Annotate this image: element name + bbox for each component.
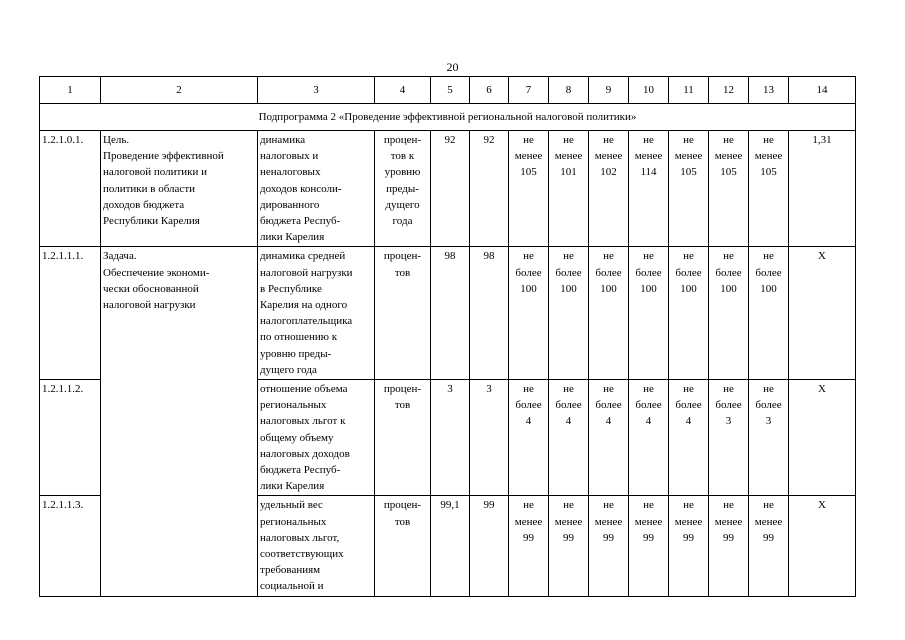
value-cell: не более 100 xyxy=(749,247,789,380)
value-cell: не более 4 xyxy=(629,380,669,496)
unit-cell: процен- тов xyxy=(375,496,431,596)
value-cell: не более 4 xyxy=(549,380,589,496)
value-cell: не более 100 xyxy=(629,247,669,380)
indicator-cell: динамика средней налоговой нагрузки в Республике Карелия на одного налогоплательщика по отношению к уровню преды- дущего года xyxy=(258,247,375,380)
value-cell: X xyxy=(789,247,856,380)
value-cell: не менее 105 xyxy=(709,131,749,247)
value-cell: не менее 99 xyxy=(509,496,549,596)
indicator-cell: динамика налоговых и неналоговых доходов консоли- дированного бюджета Респуб- лики Карелия xyxy=(258,131,375,247)
value-cell: не более 4 xyxy=(589,380,629,496)
indicator-cell: отношение объема региональных налоговых льгот к общему объему налоговых доходов бюджета Респуб- лики Карелия xyxy=(258,380,375,496)
goal-cell: Задача. Обеспечение экономи- чески обоснованной налоговой нагрузки xyxy=(101,247,258,596)
value-cell: не более 4 xyxy=(509,380,549,496)
value-cell: не менее 105 xyxy=(749,131,789,247)
value-cell: не более 100 xyxy=(549,247,589,380)
row-id: 1.2.1.0.1. xyxy=(40,131,101,247)
column-number: 2 xyxy=(101,77,258,104)
value-cell: не менее 99 xyxy=(749,496,789,596)
column-number: 4 xyxy=(375,77,431,104)
value-cell: не более 100 xyxy=(669,247,709,380)
subprogram-row xyxy=(40,104,856,131)
value-cell: не менее 105 xyxy=(509,131,549,247)
column-number: 3 xyxy=(258,77,375,104)
column-number: 7 xyxy=(509,77,549,104)
value-cell: не более 3 xyxy=(709,380,749,496)
indicator-cell: удельный вес региональных налоговых льгот, соответствующих требованиям социальной и xyxy=(258,496,375,596)
value-cell: 92 xyxy=(470,131,509,247)
value-cell: не менее 99 xyxy=(669,496,709,596)
column-number: 13 xyxy=(749,77,789,104)
table-row xyxy=(40,247,856,380)
column-number-row xyxy=(40,77,856,104)
value-cell: 3 xyxy=(470,380,509,496)
value-cell: 99 xyxy=(470,496,509,596)
row-id: 1.2.1.1.1. xyxy=(40,247,101,380)
column-number: 11 xyxy=(669,77,709,104)
table-row xyxy=(40,131,856,247)
value-cell: не менее 99 xyxy=(549,496,589,596)
value-cell: 99,1 xyxy=(431,496,470,596)
value-cell: не более 4 xyxy=(669,380,709,496)
value-cell: не менее 102 xyxy=(589,131,629,247)
value-cell: X xyxy=(789,496,856,596)
value-cell: не менее 99 xyxy=(629,496,669,596)
column-number: 10 xyxy=(629,77,669,104)
row-id: 1.2.1.1.2. xyxy=(40,380,101,496)
value-cell: 3 xyxy=(431,380,470,496)
value-cell: не менее 105 xyxy=(669,131,709,247)
unit-cell: процен- тов к уровню преды- дущего года xyxy=(375,131,431,247)
value-cell: не менее 99 xyxy=(709,496,749,596)
column-number: 6 xyxy=(470,77,509,104)
unit-cell: процен- тов xyxy=(375,380,431,496)
value-cell: 98 xyxy=(431,247,470,380)
page-number: 20 xyxy=(446,60,459,74)
unit-cell: процен- тов xyxy=(375,247,431,380)
row-id: 1.2.1.1.3. xyxy=(40,496,101,596)
value-cell: 1,31 xyxy=(789,131,856,247)
column-number: 14 xyxy=(789,77,856,104)
value-cell: не менее 114 xyxy=(629,131,669,247)
value-cell: не более 100 xyxy=(709,247,749,380)
value-cell: не более 3 xyxy=(749,380,789,496)
column-number: 5 xyxy=(431,77,470,104)
column-number: 9 xyxy=(589,77,629,104)
goal-cell: Цель. Проведение эффективной налоговой политики и политики в области доходов бюджета Республики Карелия xyxy=(101,131,258,247)
value-cell: не менее 99 xyxy=(589,496,629,596)
value-cell: не менее 101 xyxy=(549,131,589,247)
column-number: 12 xyxy=(709,77,749,104)
value-cell: 92 xyxy=(431,131,470,247)
value-cell: 98 xyxy=(470,247,509,380)
value-cell: X xyxy=(789,380,856,496)
value-cell: не более 100 xyxy=(589,247,629,380)
value-cell: не более 100 xyxy=(509,247,549,380)
column-number: 8 xyxy=(549,77,589,104)
indicator-table xyxy=(39,76,856,597)
subprogram-title: Подпрограмма 2 «Проведение эффективной региональной налоговой политики» xyxy=(40,104,856,131)
column-number: 1 xyxy=(40,77,101,104)
